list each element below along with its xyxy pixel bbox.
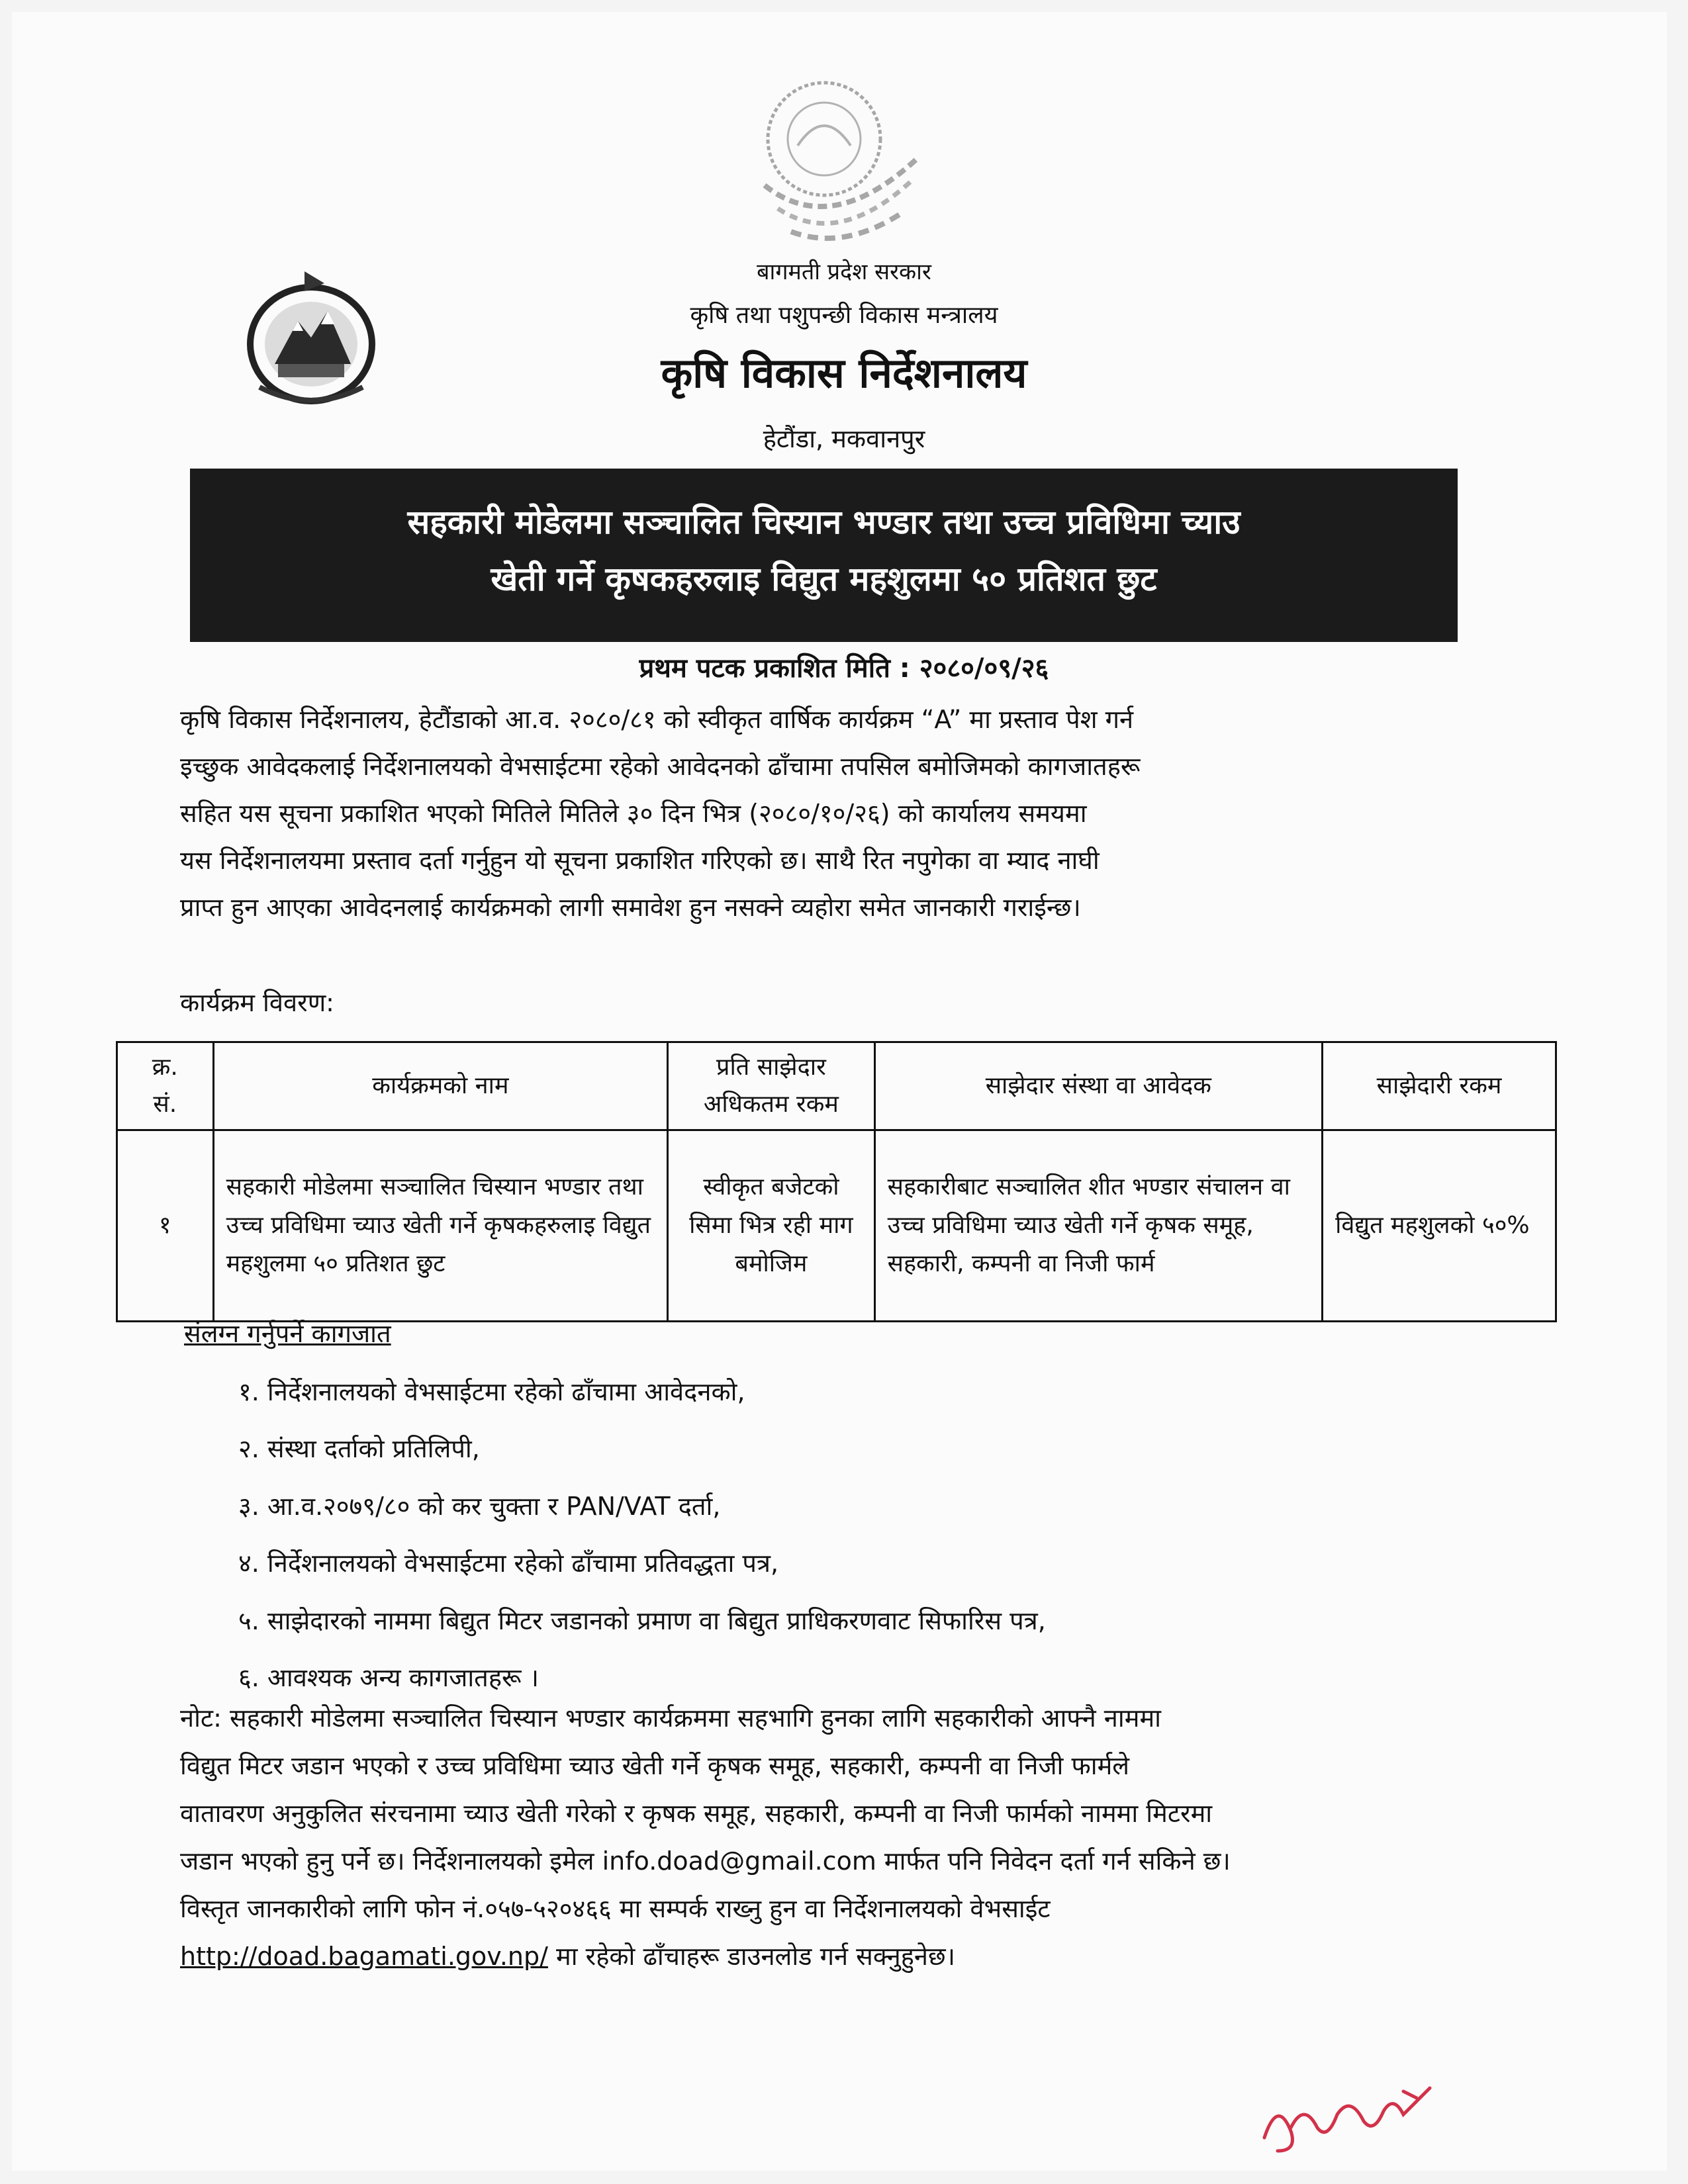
list-item: २. संस्था दर्ताको प्रतिलिपी,	[238, 1434, 480, 1464]
office-stamp	[718, 66, 970, 265]
header-sn: क्र. सं.	[117, 1042, 214, 1130]
signature	[1251, 2065, 1463, 2164]
header-max-amount: प्रति साझेदार अधिकतम रकम	[668, 1042, 874, 1130]
list-item: ३. आ.व.२०७९/८० को कर चुक्ता र PAN/VAT दर्ता,	[238, 1491, 721, 1521]
intro-line: यस निर्देशनालयमा प्रस्ताव दर्ता गर्नुहुन यो सूचना प्रकाशित गरिएको छ। साथै रित नपुगेका वा म्याद नाघी	[180, 846, 1100, 875]
cell-program-name: सहकारी मोडेलमा सञ्चालित चिस्यान भण्डार तथा उच्च प्रविधिमा च्याउ खेती गर्ने कृषकहरुलाइ विद्युत महशुलमा ५० प्रतिशत छुट	[213, 1130, 668, 1322]
notice-title-line1: सहकारी मोडेलमा सञ्चालित चिस्यान भण्डार तथा उच्च प्रविधिमा च्याउ	[407, 503, 1241, 541]
attachments-list	[238, 1363, 1046, 1706]
header-partner: साझेदार संस्था वा आवेदक	[874, 1042, 1322, 1130]
cell-partner: सहकारीबाट सञ्चालित शीत भण्डार संचालन वा उच्च प्रविधिमा च्याउ खेती गर्ने कृषक समूह, सहकारी, कम्पनी वा निजी फार्म	[874, 1130, 1322, 1322]
note-line: http://doad.bagamati.gov.np/ मा रहेको ढाँचाहरू डाउनलोड गर्न सक्नुहुनेछ।	[180, 1942, 956, 1971]
website-link[interactable]: http://doad.bagamati.gov.np/	[180, 1942, 548, 1971]
intro-line: सहित यस सूचना प्रकाशित भएको मितिले मितिले ३० दिन भित्र (२०८०/१०/२६) को कार्यालय समयमा	[180, 799, 1087, 828]
office-location: हेटौंडा, मकवानपुर	[763, 424, 925, 453]
ministry-name: कृषि तथा पशुपन्छी विकास मन्त्रालय	[690, 302, 998, 329]
table-row	[117, 1130, 1556, 1322]
note-line: विस्तृत जानकारीको लागि फोन नं.०५७-५२०४६६ मा सम्पर्क राख्नु हुन वा निर्देशनालयको वेभसाईट	[180, 1894, 1051, 1923]
table-header-row	[117, 1042, 1556, 1130]
government-name: बागमती प्रदेश सरकार	[757, 259, 931, 285]
cell-share-amount: विद्युत महशुलको ५०%	[1323, 1130, 1556, 1322]
note-paragraph	[180, 1694, 1458, 1980]
notice-title-banner	[190, 469, 1458, 642]
intro-line: प्राप्त हुन आएका आवेदनलाई कार्यक्रमको लागी समावेश हुन नसक्ने व्यहोरा समेत जानकारी गराईन्छ।	[180, 893, 1081, 922]
publication-date: प्रथम पटक प्रकाशित मिति : २०८०/०९/२६	[639, 653, 1049, 684]
attachments-heading: संलग्न गर्नुपर्ने कागजात	[184, 1319, 391, 1348]
program-table	[116, 1041, 1557, 1322]
notice-title-line2: खेती गर्ने कृषकहरुलाइ विद्युत महशुलमा ५० प्रतिशत छुट	[491, 560, 1157, 598]
intro-line: कृषि विकास निर्देशनालय, हेटौंडाको आ.व. २०८०/८१ को स्वीकृत वार्षिक कार्यक्रम “A” मा प्रस्ताव पेश गर्न	[180, 705, 1134, 734]
cell-sn: १	[117, 1130, 214, 1322]
list-item: १. निर्देशनालयको वेभसाईटमा रहेको ढाँचामा आवेदनको,	[238, 1377, 745, 1406]
note-line: जडान भएको हुनु पर्ने छ। निर्देशनालयको इमेल info.doad@gmail.com मार्फत पनि निवेदन दर्ता गर्न सकिने छ।	[180, 1846, 1231, 1876]
directorate-name: कृषि विकास निर्देशनालय	[661, 349, 1027, 397]
header-share-amount: साझेदारी रकम	[1323, 1042, 1556, 1130]
note-line: वातावरण अनुकुलित संरचनामा च्याउ खेती गरेको र कृषक समूह, सहकारी, कम्पनी वा निजी फार्मको नाममा मिटरमा	[180, 1799, 1213, 1828]
email-address[interactable]: info.doad@gmail.com	[602, 1846, 876, 1876]
intro-line: इच्छुक आवेदकलाई निर्देशनालयको वेभसाईटमा रहेको आवेदनको ढाँचामा तपसिल बमोजिमको कागजातहरू	[180, 752, 1141, 781]
note-line: विद्युत मिटर जडान भएको र उच्च प्रविधिमा च्याउ खेती गर्ने कृषक समूह, सहकारी, कम्पनी वा निजी फार्मले	[180, 1751, 1130, 1780]
note-line: नोट: सहकारी मोडेलमा सञ्चालित चिस्यान भण्डार कार्यक्रममा सहभागि हुनका लागि सहकारीको आफ्नै नाममा	[180, 1704, 1162, 1733]
intro-paragraph	[180, 696, 1458, 931]
program-details-heading: कार्यक्रम विवरण:	[180, 988, 334, 1017]
list-item: ६. आवश्यक अन्य कागजातहरू ।	[238, 1663, 539, 1693]
list-item: ५. साझेदारको नाममा बिद्युत मिटर जडानको प्रमाण वा बिद्युत प्राधिकरणवाट सिफारिस पत्र,	[238, 1606, 1046, 1635]
cell-max-amount: स्वीकृत बजेटको सिमा भित्र रही माग बमोजिम	[668, 1130, 874, 1322]
header-program-name: कार्यक्रमको नाम	[213, 1042, 668, 1130]
list-item: ४. निर्देशनालयको वेभसाईटमा रहेको ढाँचामा प्रतिवद्धता पत्र,	[238, 1549, 779, 1578]
